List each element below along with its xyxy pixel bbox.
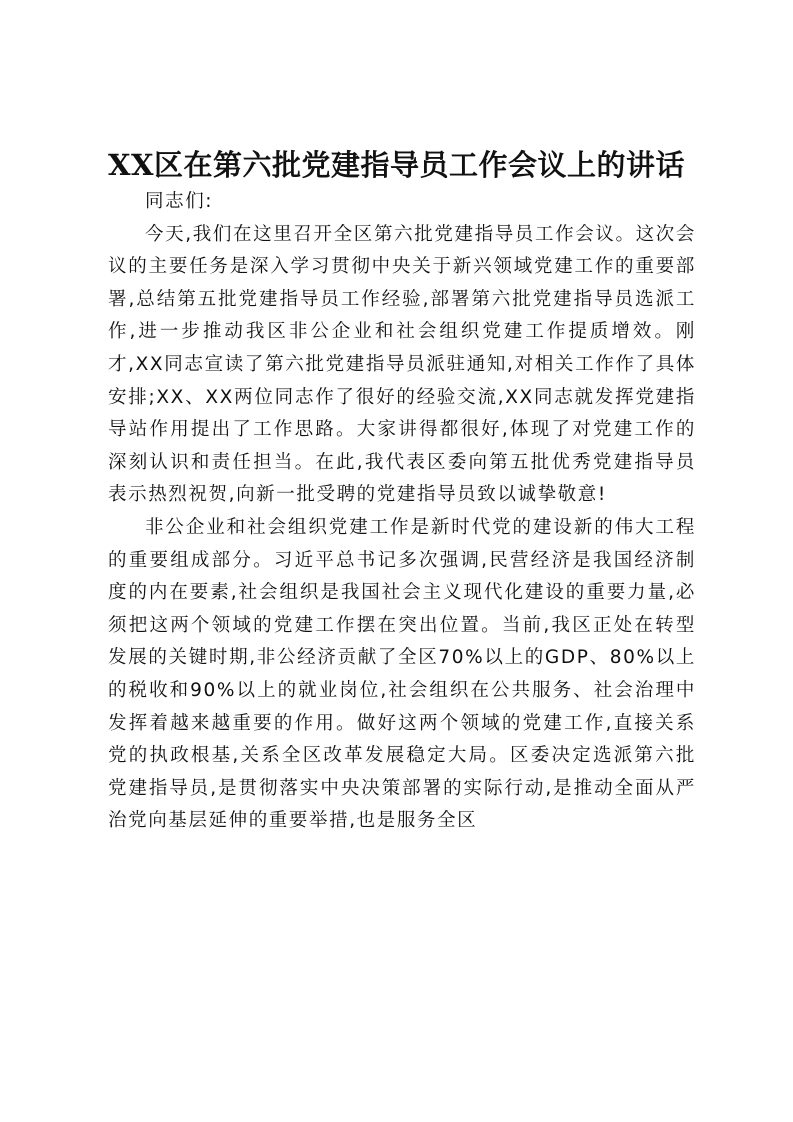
- paragraph-2: 非公企业和社会组织党建工作是新时代党的建设新的伟大工程的重要组成部分。习近平总书记多次强调,民营经济是我国经济制度的内在要素,社会组织是我国社会主义现代化建设的重要力量,必须把这两个领域的党建工作摆在突出位置。当前,我区正处在转型发展的关键时期,非公经济贡献了全区70%以上的GDP、80%以上的税收和90%以上的就业岗位,社会组织在公共服务、社会治理中发挥着越来越重要的作用。做好这两个领域的党建工作,直接关系党的执政根基,关系全区改革发展稳定大局。区委决定选派第六批党建指导员,是贯彻落实中央决策部署的实际行动,是推动全面从严治党向基层延伸的重要举措,也是服务全区: [108, 516, 696, 832]
- document-body: [108, 186, 696, 838]
- document-title: XX区在第六批党建指导员工作会议上的讲话: [107, 148, 685, 182]
- paragraph-1: 今天,我们在这里召开全区第六批党建指导员工作会议。这次会议的主要任务是深入学习贯彻中央关于新兴领域党建工作的重要部署,总结第五批党建指导员工作经验,部署第六批党建指导员选派工作,进一步推动我区非公企业和社会组织党建工作提质增效。刚才,XX同志宣读了第六批党建指导员派驻通知,对相关工作作了具体安排;XX、XX两位同志作了很好的经验交流,XX同志就发挥党建指导站作用提出了工作思路。大家讲得都很好,体现了对党建工作的深刻认识和责任担当。在此,我代表区委向第五批优秀党建指导员表示热烈祝贺,向新一批受聘的党建指导员致以诚挚敬意!: [108, 223, 696, 506]
- salutation: 同志们:: [145, 191, 214, 212]
